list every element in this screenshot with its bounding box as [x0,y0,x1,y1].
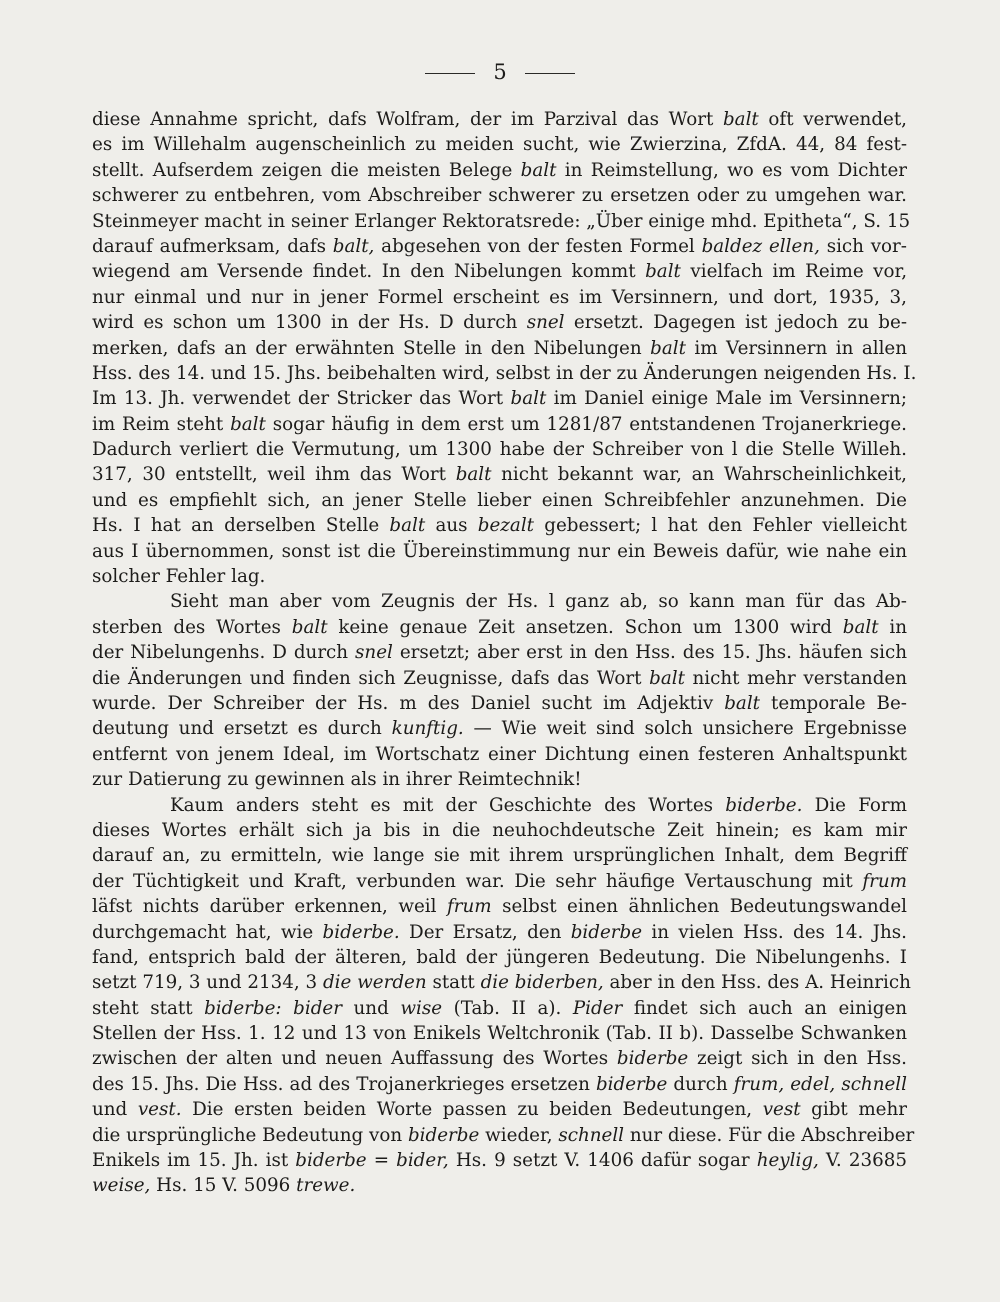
text-line: 317, 30 entstellt, weil ihm das Wort balt nicht bekannt war, an Wahrscheinlichkeit, [92,464,907,486]
italic-term: weise, [92,1175,151,1197]
italic-term: biderbe [595,1073,668,1095]
paragraph [92,107,917,589]
text-line: steht statt biderbe: bider und wise (Tab. II a). Pider findet sich auch an einigen [92,997,908,1019]
text-line: und vest. Die ersten beiden Worte passen zu beiden Bedeutungen, vest gibt mehr [92,1099,908,1121]
italic-term: biderbe [407,1124,480,1146]
italic-term: balt [389,515,426,537]
italic-term: frum, edel, schnell [733,1073,907,1095]
text-line: aus I übernommen, sonst ist die Übereinstimmung nur ein Beweis dafür, wie nahe ein [92,540,907,562]
italic-term: bider, [396,1150,449,1172]
text-line: die Änderungen und finden sich Zeugnisse, dafs das Wort balt nicht mehr verstanden [92,667,907,689]
italic-term: die werden [322,972,427,994]
text-line: Hss. des 14. und 15. Jhs. beibehalten wird, selbst in der zu Änderungen neigenden Hs. I. [92,362,917,384]
italic-term: snel [355,642,393,664]
text-line: Steinmeyer macht in seiner Erlanger Rektoratsrede: „Über einige mhd. Epitheta“, S. 15 [92,210,911,232]
text-line: zwischen der alten und neuen Auffassung des Wortes biderbe zeigt sich in den Hss. [92,1048,907,1070]
text-line: des 15. Jhs. Die Hss. ad des Trojanerkrieges ersetzen biderbe durch frum, edel, schnell [92,1073,907,1095]
italic-term: Pider [572,997,623,1019]
text-line: Dadurch verliert die Vermutung, um 1300 habe der Schreiber von l die Stelle Willeh. [92,439,907,461]
italic-term: bider [293,997,342,1019]
italic-term: baldez ellen, [701,235,820,257]
page-header [0,60,1000,84]
italic-term: die biderben, [480,972,604,994]
text-line: im Reim steht balt sogar häufig in dem erst um 1281/87 entstandenen Trojanerkriege. [92,413,907,435]
italic-term: trewe. [296,1175,356,1197]
italic-term: vest [762,1099,801,1121]
body-text [92,107,917,1199]
text-line: diese Annahme spricht, dafs Wolfram, der im Parzival das Wort balt oft verwendet, [92,109,907,130]
text-line: durchgemacht hat, wie biderbe. Der Ersatz, den biderbe in vielen Hss. des 14. Jhs. [92,921,907,943]
text-line: wurde. Der Schreiber der Hs. m des Daniel sucht im Adjektiv balt temporale Be- [92,692,907,714]
italic-term: balt [520,159,557,181]
italic-term: balt [455,464,492,486]
text-line: Im 13. Jh. verwendet der Stricker das Wort balt im Daniel einige Male im Versinnern; [92,388,907,410]
text-line: weise, Hs. 15 V. 5096 trewe. [92,1175,356,1197]
italic-term: balt [842,616,879,638]
text-line: es im Willehalm augenscheinlich zu meiden sucht, wie Zwierzina, ZfdA. 44, 84 fest- [92,134,907,156]
italic-term: biderbe: [204,997,282,1019]
italic-term: frum [446,896,492,918]
italic-term: schnell [558,1124,625,1146]
italic-term: kunftig. [391,718,464,740]
italic-term: snel [526,312,565,334]
text-line: wird es schon um 1300 in der Hs. D durch snel ersetzt. Dagegen ist jedoch zu be- [92,312,907,334]
text-line: zur Datierung zu gewinnen als in ihrer Reimtechnik! [92,769,582,791]
text-line: die ursprüngliche Bedeutung von biderbe wieder, schnell nur diese. Für die Abschreiber [92,1124,915,1146]
italic-term: biderbe. [725,794,803,816]
text-line: fand, entsprich bald der älteren, bald der jüngeren Bedeutung. Die Nibelungenhs. I [92,946,907,968]
text-line: setzt 719, 3 und 2134, 3 die werden statt die biderben, aber in den Hss. des A. Heinrich [92,972,911,994]
italic-term: bezalt [477,515,535,537]
italic-term: heylig, [756,1150,819,1172]
italic-term: biderbe [295,1150,367,1172]
text-line: dieses Wortes erhält sich ja bis in die neuhochdeutsche Zeit hinein; es kam mir [92,819,907,841]
text-line: wiegend am Versende findet. In den Nibelungen kommt balt vielfach im Reime vor, [92,261,908,283]
text-line: Enikels im 15. Jh. ist biderbe = bider, Hs. 9 setzt V. 1406 dafür sogar heylig, V. 23685 [92,1150,907,1172]
text-line: schwerer zu entbehren, vom Abschreiber schwerer zu ersetzen oder zu umgehen war. [92,185,907,207]
text-line: und es empfiehlt sich, an jener Stelle lieber einen Schreibfehler anzunehmen. Die [92,489,907,511]
text-line: der Tüchtigkeit und Kraft, verbunden war. Die sehr häufige Vertauschung mit frum [92,870,907,892]
paragraph [92,589,907,792]
text-line: Stellen der Hss. 1. 12 und 13 von Enikels Weltchronik (Tab. II b). Dasselbe Schwanken [92,1023,907,1045]
text-line: darauf an, zu ermitteln, wie lange sie mit ihrem ursprünglichen Inhalt, dem Begriff [92,845,907,867]
text-line: solcher Fehler lag. [92,566,266,588]
italic-term: vest. [137,1099,182,1121]
text-line: Hs. I hat an derselben Stelle balt aus bezalt gebessert; l hat den Fehler vielleicht [92,515,907,537]
italic-term: balt [722,109,759,130]
text-line: läfst nichts darüber erkennen, weil frum selbst einen ähnlichen Bedeutungswandel [92,896,907,918]
italic-term: balt [510,388,547,410]
italic-term: balt [650,337,686,359]
paragraph [92,793,915,1199]
page-number: 5 [493,60,507,84]
italic-term: wise [400,997,443,1019]
text-line: nur einmal und nur in jener Formel erscheint es im Versinnern, und dort, 1935, 3, [92,286,907,308]
header-rule-left [425,73,475,74]
text-line: darauf aufmerksam, dafs balt, abgesehen von der festen Formel baldez ellen, sich vor- [92,235,907,257]
text-line: merken, dafs an der erwähnten Stelle in den Nibelungen balt im Versinnern in allen [92,337,908,359]
italic-term: balt [645,261,681,283]
text-line: deutung und ersetzt es durch kunftig. — Wie weit sind solch unsichere Ergebnisse [92,718,907,740]
header-rule-right [525,73,575,74]
text-line: sterben des Wortes balt keine genaue Zeit ansetzen. Schon um 1300 wird balt in [92,616,908,638]
italic-term: balt, [332,235,375,257]
text-line: Sieht man aber vom Zeugnis der Hs. l ganz ab, so kann man für das Ab- [170,591,907,613]
italic-term: balt [724,692,761,714]
italic-term: balt [649,667,685,689]
italic-term: biderbe [616,1048,689,1070]
text-line: stellt. Aufserdem zeigen die meisten Belege balt in Reimstellung, wo es vom Dichter [92,159,908,181]
text-line: der Nibelungenhs. D durch snel ersetzt; aber erst in den Hss. des 15. Jhs. häufen sich [92,642,907,664]
italic-term: biderbe. [322,921,400,943]
text-line: entfernt von jenem Ideal, im Wortschatz einer Dichtung einen festeren Anhaltspunkt [92,743,907,765]
italic-term: balt [230,413,266,435]
italic-term: balt [291,616,328,638]
italic-term: biderbe [570,921,643,943]
text-line: Kaum anders steht es mit der Geschichte des Wortes biderbe. Die Form [170,794,907,816]
italic-term: frum [862,870,907,892]
